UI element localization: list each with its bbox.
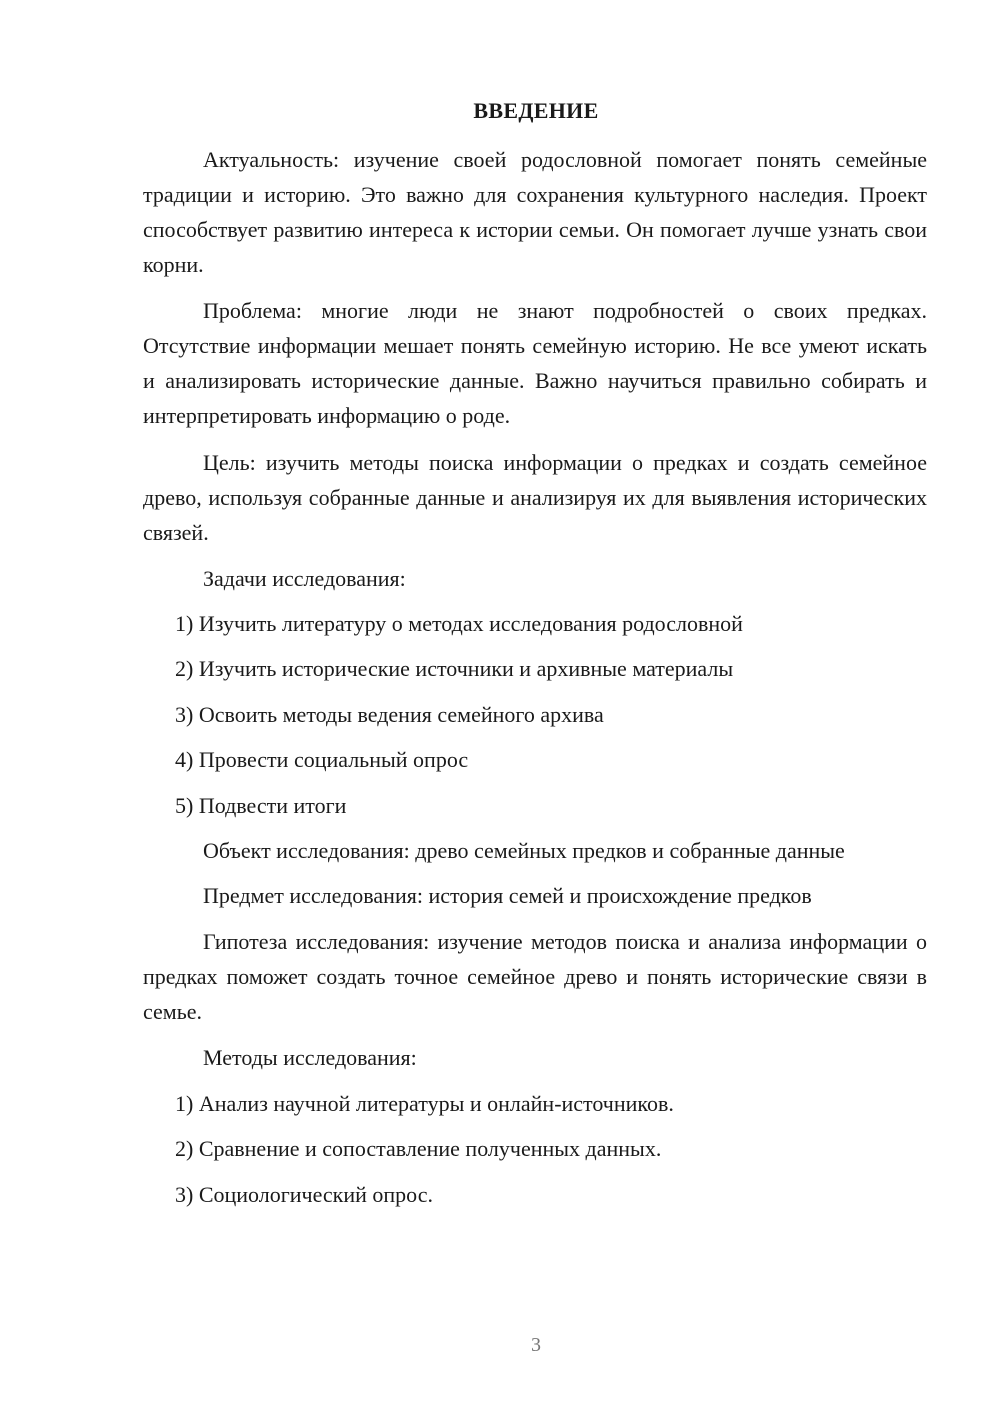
hypothesis-paragraph xyxy=(143,924,927,1029)
task-item: 3) Освоить методы ведения семейного архива xyxy=(175,702,604,727)
goal-text: Цель: изучить методы поиска информации о предках и создать семейное древо, используя собранные данные и анализируя их для выявления исторических связей. xyxy=(143,450,927,545)
relevance-text: Актуальность: изучение своей родословной помогает понять семейные традиции и историю. Это важно для сохранения культурного наследия. Проект способствует развитию интереса к истории семьи. Он помогает лучше узнать свои корни. xyxy=(143,147,927,277)
method-item: 1) Анализ научной литературы и онлайн-источников. xyxy=(175,1091,674,1116)
method-item: 2) Сравнение и сопоставление полученных данных. xyxy=(175,1136,662,1161)
hypothesis-text: Гипотеза исследования: изучение методов поиска и анализа информации о предках поможет создать точное семейное древо и понять исторические связи в семье. xyxy=(143,929,927,1024)
task-item: 2) Изучить исторические источники и архивные материалы xyxy=(175,656,734,681)
relevance-paragraph xyxy=(143,142,927,282)
task-item: 4) Провести социальный опрос xyxy=(175,747,469,772)
section-heading: ВВЕДЕНИЕ xyxy=(473,98,599,123)
page-number: 3 xyxy=(531,1334,541,1356)
problem-text: Проблема: многие люди не знают подробностей о своих предках. Отсутствие информации мешает понять семейную историю. Не все умеют искать и анализировать исторические данные. Важно научиться правильно собирать и интерпретировать информацию о роде. xyxy=(143,298,927,428)
method-item: 3) Социологический опрос. xyxy=(175,1182,433,1207)
task-item: 1) Изучить литературу о методах исследования родословной xyxy=(175,611,743,636)
problem-paragraph xyxy=(143,293,927,433)
tasks-heading: Задачи исследования: xyxy=(203,566,406,591)
research-object: Объект исследования: древо семейных предков и собранные данные xyxy=(203,838,845,863)
methods-heading: Методы исследования: xyxy=(203,1045,417,1070)
goal-paragraph xyxy=(143,445,927,550)
task-item: 5) Подвести итоги xyxy=(175,793,347,818)
research-subject: Предмет исследования: история семей и происхождение предков xyxy=(203,883,812,908)
